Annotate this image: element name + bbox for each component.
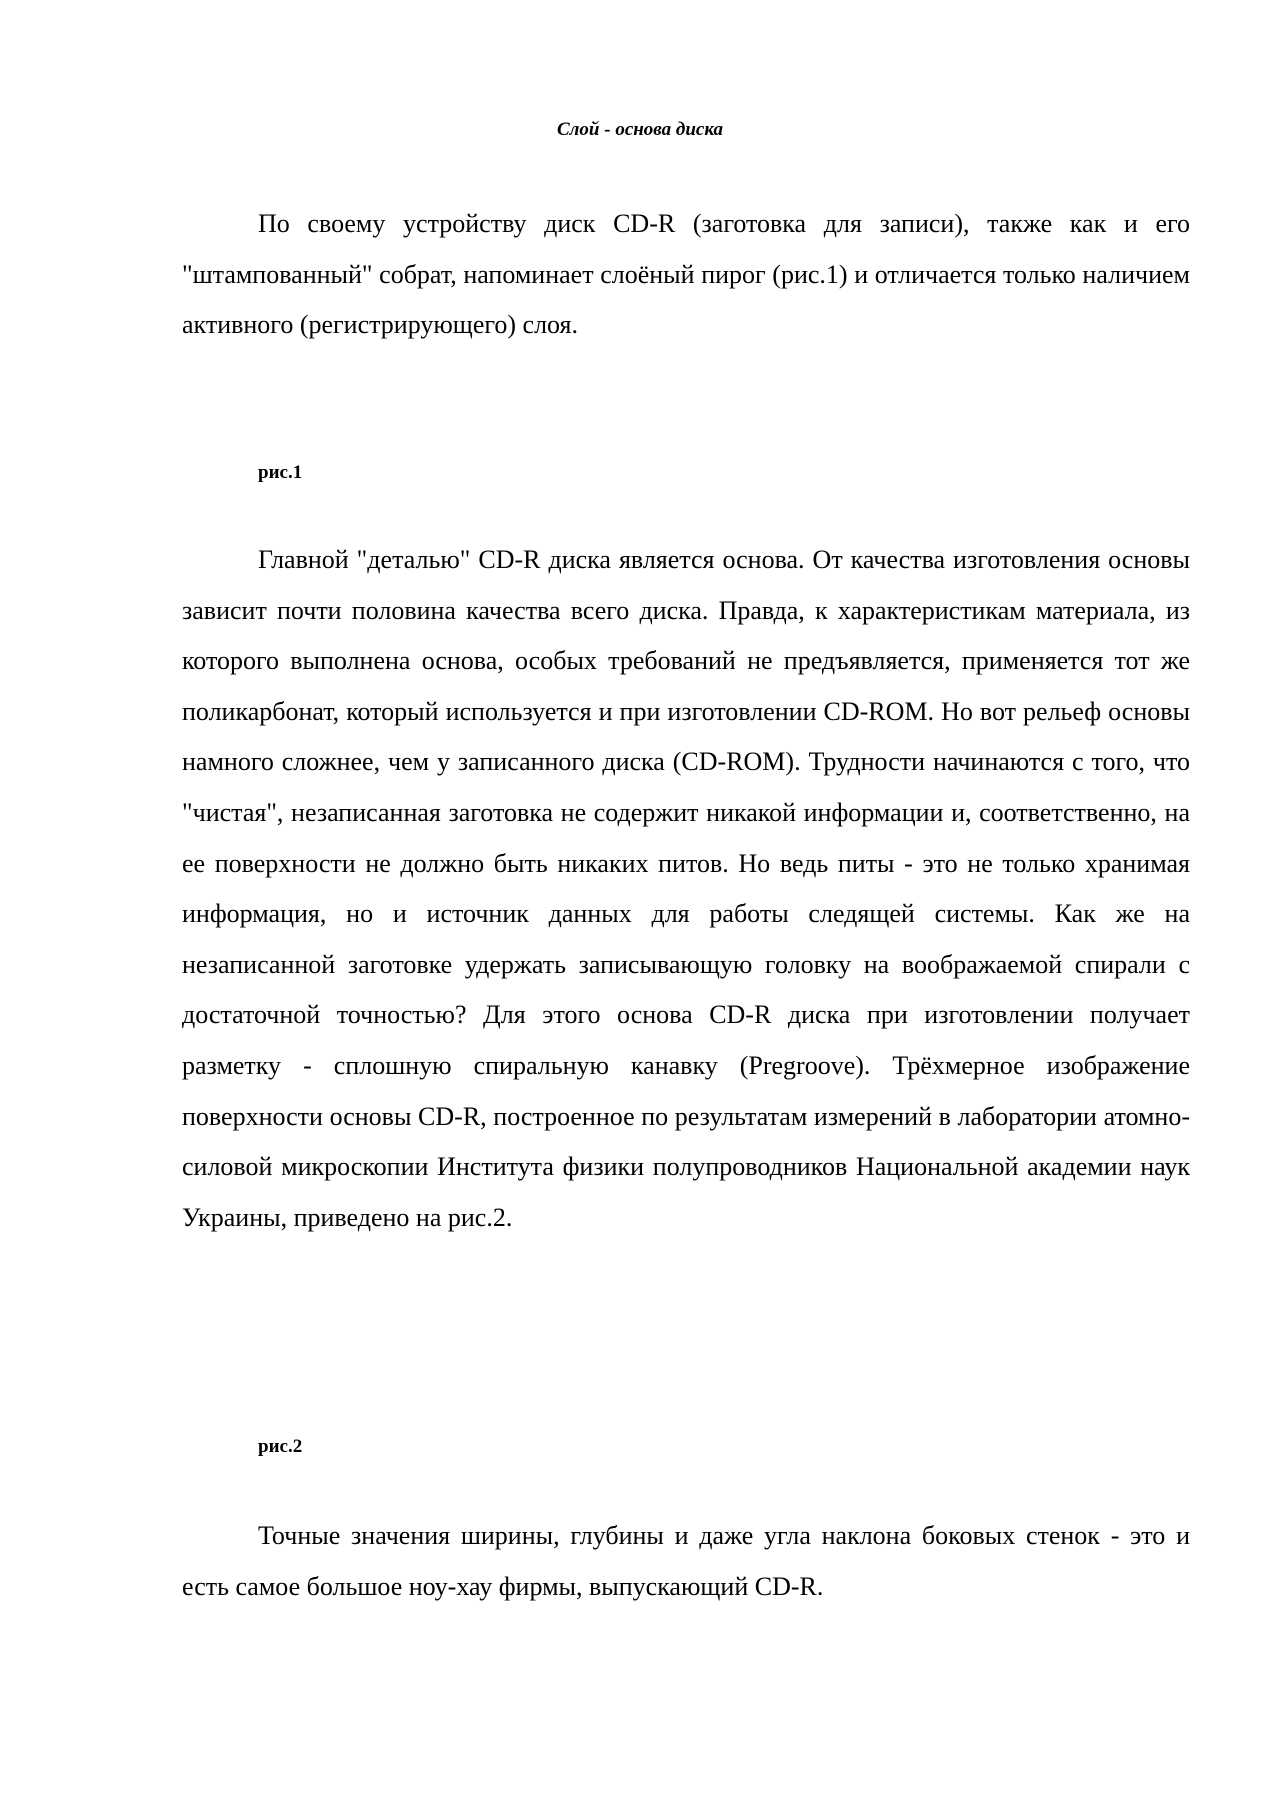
figure-caption-2: рис.2 — [258, 1436, 303, 1457]
figure-caption-1: рис.1 — [258, 462, 303, 483]
paragraph-base: Главной "деталью" CD-R диска является основа. От качества изготовления основы зависит почти половина качества всего диска. Правда, к характеристикам материала, из которого выполнена основа, особых требований не предъявляется, применяется тот же поликарбонат, который используется и при изготовлении CD-ROM. Но вот рельеф основы намного сложнее, чем у записанного диска (CD-ROM). Трудности начинаются с того, что "чистая", незаписанная заготовка не содержит никакой информации и, соответственно, на ее поверхности не должно быть никаких питов. Но ведь питы - это не только хранимая информация, но и источник данных для работы следящей системы. Как же на незаписанной заготовке удержать записывающую головку на воображаемой спирали с достаточной точностью? Для этого основа CD-R диска при изготовлении получает разметку - сплошную спиральную канавку (Pregroove). Трёхмерное изображение поверхности основы CD-R, построенное по результатам измерений в лаборатории атомно-силовой микроскопии Института физики полупроводников Национальной академии наук Украины, приведено на рис.2. — [182, 545, 1190, 1232]
document-title: Слой - основа диска — [557, 119, 723, 140]
paragraph-knowhow: Точные значения ширины, глубины и даже угла наклона боковых стенок - это и есть самое большое ноу-хау фирмы, выпускающий CD-R. — [182, 1521, 1190, 1601]
paragraph-intro: По своему устройству диск CD-R (заготовка для записи), также как и его "штампованный" собрат, напоминает слоёный пирог (рис.1) и отличается только наличием активного (регистрирующего) слоя. — [182, 209, 1190, 340]
